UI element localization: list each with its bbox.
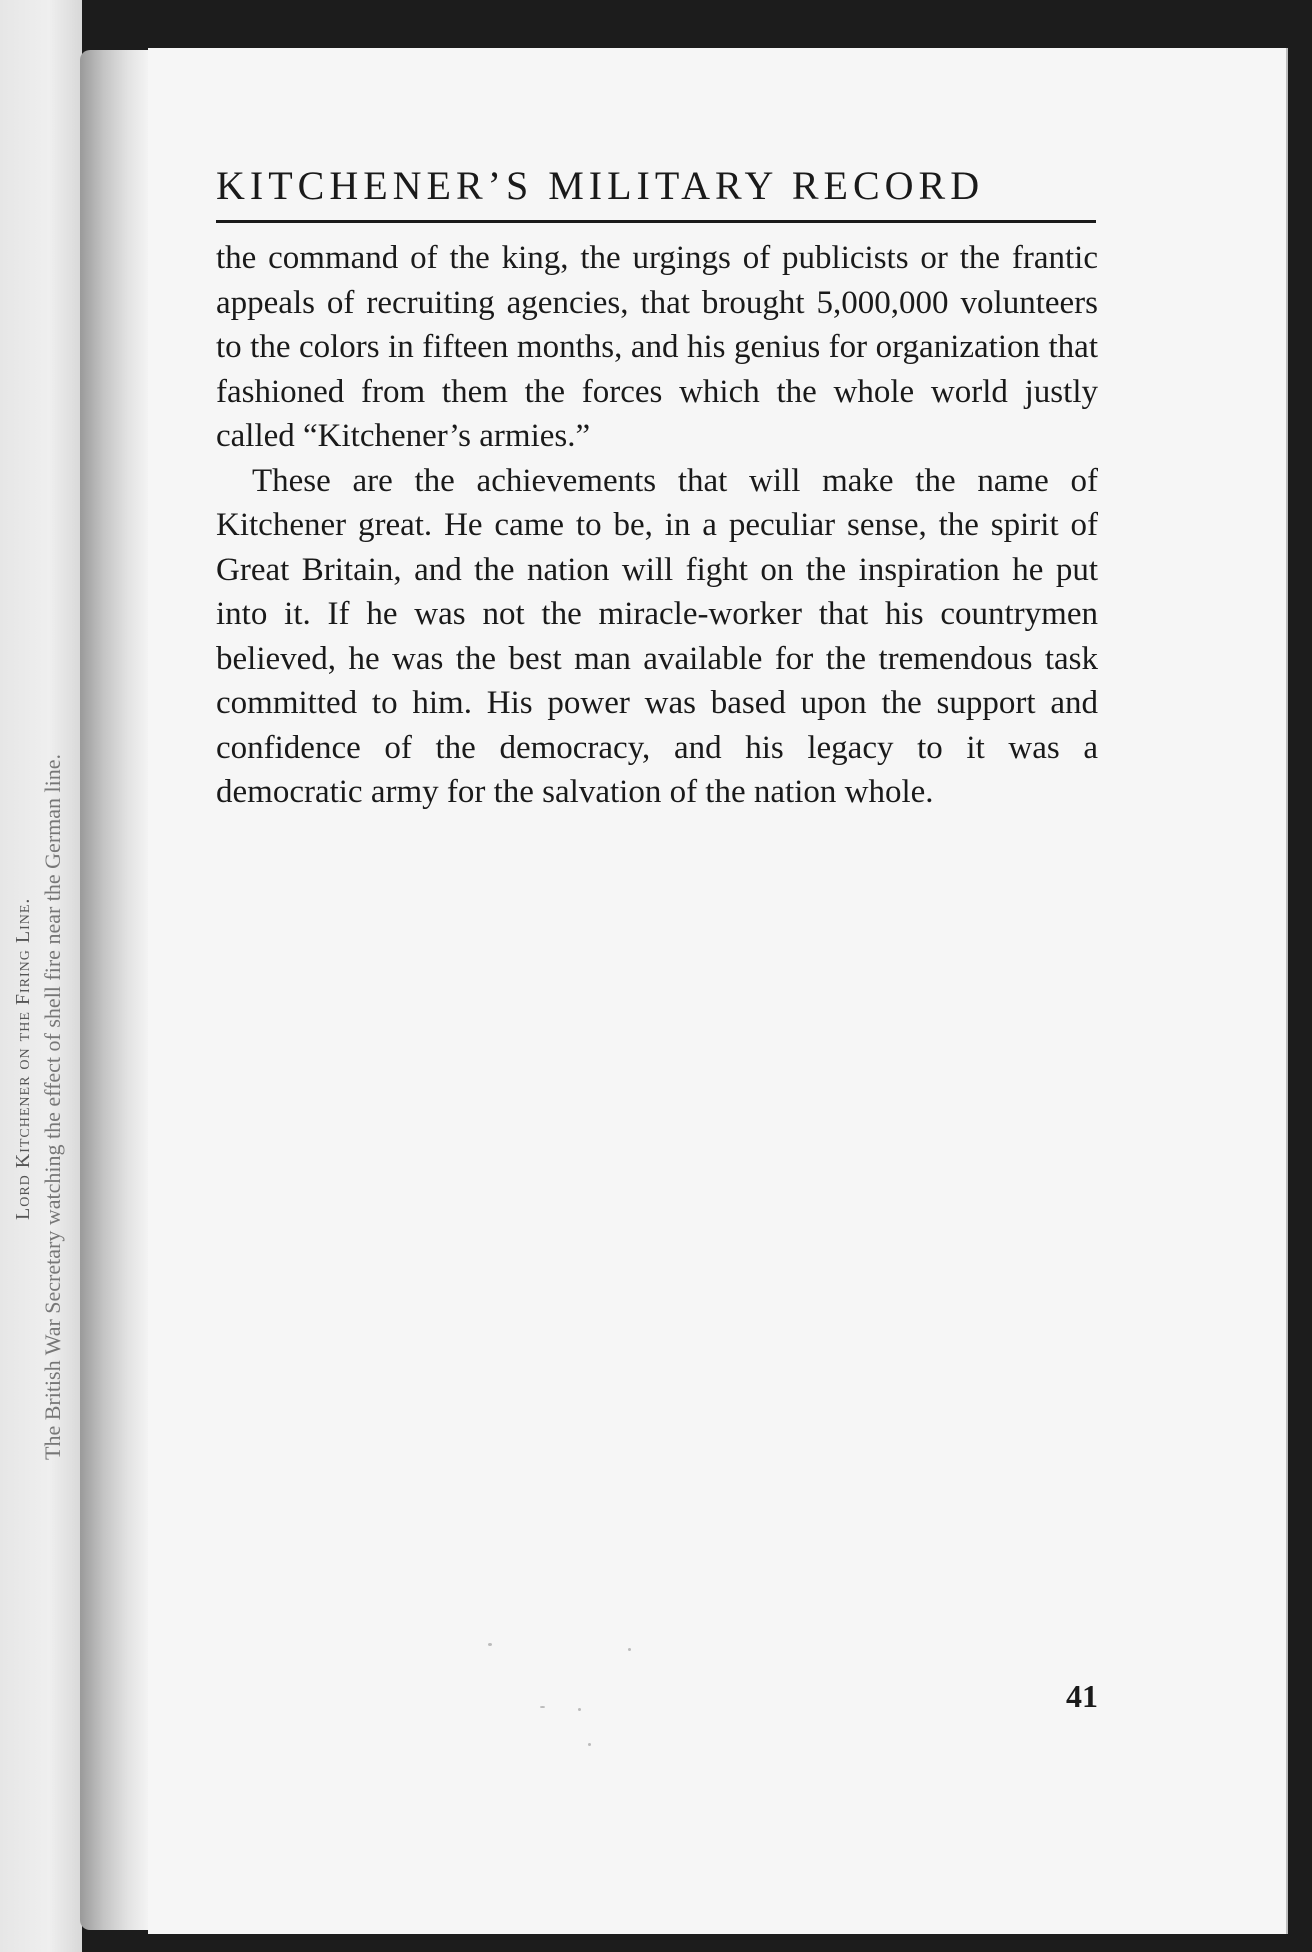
running-head: KITCHENER’S MILITARY RECORD [216,163,985,208]
header-rule [216,220,1096,223]
photo-caption [6,480,80,1480]
book-page [148,48,1288,1934]
paper-speck [588,1743,591,1746]
page-number: 41 [1066,1678,1098,1714]
paper-speck [488,1643,492,1646]
paper-speck [628,1648,631,1651]
paragraph: These are the achievements that will make the name of Kitchener great. He came to be, in a peculiar sense, the spirit of Great Britain, and the nation will fight on the inspiration he put into it. If he was not the miracle-worker that his countrymen believed, he was the best man available for the tremendous task committed to him. His power was based upon the support and confidence of the democracy, and his legacy to it was a democratic army for the salvation of the nation whole. [216,462,1098,810]
paper-speck [540,1706,545,1708]
facing-page-edge [0,0,82,1952]
paragraph-continued: the command of the king, the urgings of publicists or the frantic appeals of recruiting agencies, that brought 5,000,000 volunteers to the colors in fifteen months, and his genius for organization that fashioned from them the forces which the whole world justly called “Kitchener’s armies.” [216,240,1098,454]
body-text [216,236,1098,815]
paper-speck [578,1708,581,1711]
caption-text: The British War Secretary watching the effect of shell fire near the German line. [40,753,65,1460]
book-gutter [80,50,148,1930]
caption-title: Lord Kitchener on the Firing Line. [12,897,34,1220]
